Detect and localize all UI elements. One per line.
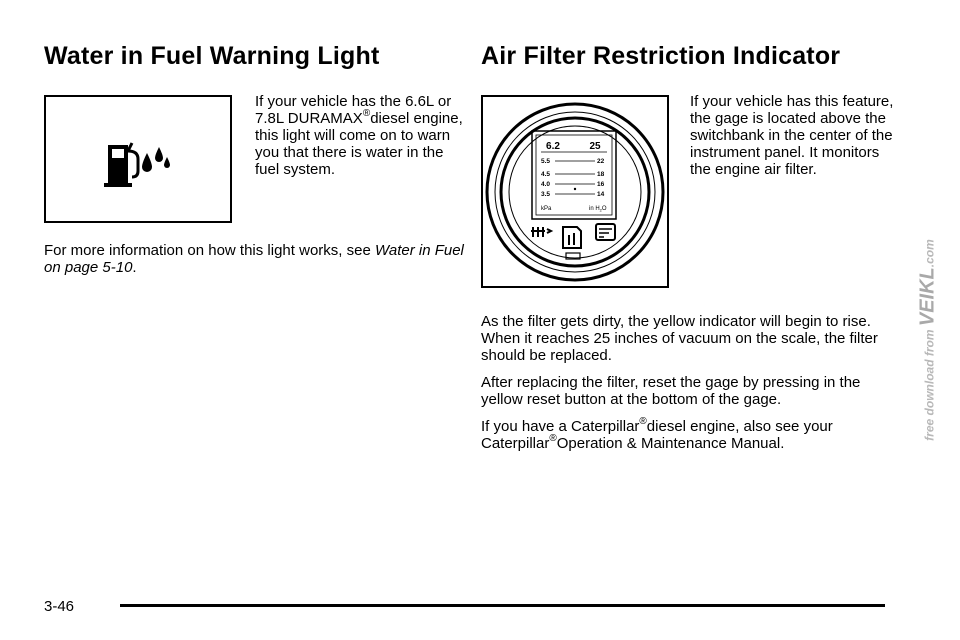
air-filter-gauge-figure: [481, 95, 669, 288]
engine-symbol-icon: [596, 224, 615, 240]
gauge-kpa-value: 4.5: [541, 171, 551, 178]
section-heading-water-in-fuel: Water in Fuel Warning Light: [44, 42, 380, 70]
fuel-pump-water-icon: [46, 97, 230, 221]
gauge-top-right: 25: [589, 141, 601, 152]
gauge-inh2o-value: 14: [597, 191, 605, 198]
water-in-fuel-figure: [44, 95, 232, 223]
water-in-fuel-link[interactable]: Water in Fuel on page 5-10: [44, 242, 464, 276]
water-in-fuel-reference: For more information on how this light works, see Water in Fuel on page 5-10.: [44, 242, 464, 276]
section-heading-air-filter: Air Filter Restriction Indicator: [481, 42, 841, 70]
gauge-kpa-value: 4.0: [541, 181, 551, 188]
air-filter-gauge-icon: [483, 97, 667, 286]
footer-rule: [120, 604, 885, 607]
gauge-inh2o-value: 18: [597, 171, 605, 178]
air-filter-paragraph-reset: After replacing the filter, reset the gage by pressing in the yellow reset button at the bottom of the gage.: [481, 374, 861, 408]
air-filter-paragraph-dirty: As the filter gets dirty, the yellow indicator will begin to rise. When it reaches 25 inches of vacuum on the scale, the filter should be replaced.: [481, 313, 878, 364]
gauge-kpa-value: 5.5: [541, 158, 551, 165]
manual-book-icon: [563, 227, 581, 248]
gauge-kpa-value: 3.5: [541, 191, 551, 198]
watermark: free download from VEIKL.com: [916, 239, 939, 441]
page-number: 3-46: [44, 598, 75, 615]
gauge-inh2o-value: 22: [597, 158, 605, 165]
gauge-top-left: 6.2: [546, 141, 560, 152]
gauge-unit-kpa: kPa: [541, 206, 552, 212]
water-in-fuel-description: If your vehicle has the 6.6L or 7.8L DURAMAX®diesel engine, this light will come on to warn you that there is water in the fuel system.: [255, 93, 463, 178]
gauge-inh2o-value: 16: [597, 181, 605, 188]
filter-symbol-icon: [531, 227, 551, 237]
air-filter-intro: If your vehicle has this feature, the gage is located above the switchbank in the center of the instrument panel. It monitors the engine air filter.: [690, 93, 894, 178]
air-filter-paragraph-caterpillar: If you have a Caterpillar®diesel engine, also see your Caterpillar®Operation & Maintenance Manual.: [481, 416, 833, 452]
watermark-brand: VEIKL: [916, 267, 939, 327]
gauge-unit-inh2o: in $H_2O$: [589, 206, 607, 213]
